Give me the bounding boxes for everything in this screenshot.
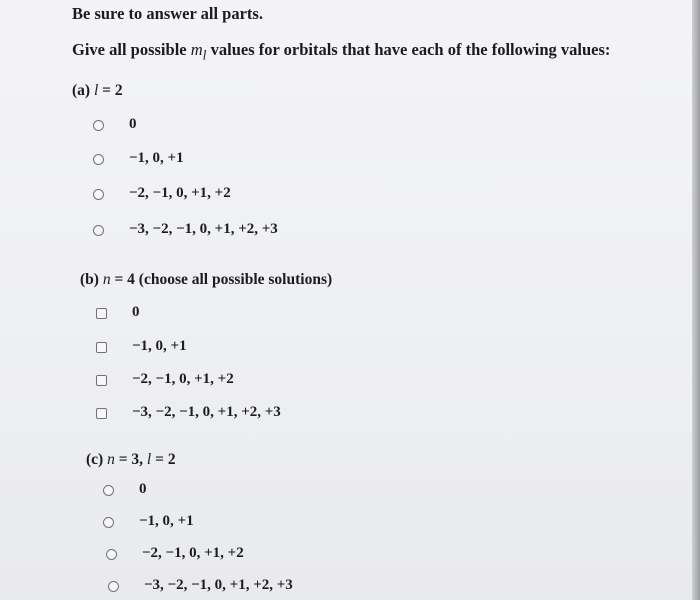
option-label: −2, −1, 0, +1, +2: [132, 371, 234, 387]
question-symbol: m: [190, 40, 203, 59]
question-suffix: values for orbitals that have each of the following values:: [206, 40, 611, 59]
part-a-heading: [72, 82, 123, 100]
part-c-option-3[interactable]: [106, 543, 244, 565]
checkbox[interactable]: [96, 408, 107, 419]
part-b-option-1[interactable]: [96, 302, 140, 324]
part-a-condition: = 2: [98, 82, 123, 99]
option-label: −1, 0, +1: [129, 150, 184, 166]
option-label: −2, −1, 0, +1, +2: [142, 545, 244, 561]
part-c-condition2: = 2: [151, 451, 176, 468]
checkbox[interactable]: [96, 375, 107, 386]
option-label: 0: [129, 116, 137, 132]
option-label: −3, −2, −1, 0, +1, +2, +3: [129, 221, 278, 237]
part-a-label: (a): [72, 82, 94, 99]
part-b-condition: = 4 (choose all possible solutions): [110, 271, 333, 288]
part-a-option-2[interactable]: [93, 148, 184, 170]
option-label: −2, −1, 0, +1, +2: [129, 185, 231, 201]
part-b-option-3[interactable]: [96, 369, 234, 391]
radio-button[interactable]: [93, 154, 104, 165]
part-c-option-4[interactable]: [108, 575, 293, 597]
question-subscript: l: [202, 47, 207, 63]
option-label: −1, 0, +1: [139, 513, 194, 529]
part-b-var: n: [102, 271, 111, 288]
part-c-option-1[interactable]: [103, 479, 147, 501]
part-a-option-4[interactable]: [93, 219, 278, 241]
part-a-option-1[interactable]: [93, 114, 137, 136]
checkbox[interactable]: [96, 308, 107, 319]
part-a-option-3[interactable]: [93, 183, 231, 205]
option-label: −3, −2, −1, 0, +1, +2, +3: [132, 404, 281, 420]
part-c-var: n: [107, 451, 115, 468]
option-label: −3, −2, −1, 0, +1, +2, +3: [144, 577, 293, 593]
part-b-label: (b): [80, 271, 103, 288]
radio-button[interactable]: [93, 189, 104, 200]
part-b-heading: [80, 271, 332, 289]
part-b-option-2[interactable]: [96, 336, 187, 358]
radio-button[interactable]: [103, 517, 114, 528]
instructions: Be sure to answer all parts.: [72, 4, 263, 23]
option-label: −1, 0, +1: [132, 338, 187, 354]
radio-button[interactable]: [93, 120, 104, 131]
option-label: 0: [132, 304, 140, 320]
screen-edge: [692, 0, 700, 600]
option-label: 0: [139, 481, 147, 497]
part-a-var: l: [93, 82, 99, 99]
part-c-var2: l: [146, 451, 152, 468]
part-c-label: (c): [86, 451, 108, 468]
question-prefix: Give all possible: [72, 40, 187, 59]
radio-button[interactable]: [106, 549, 117, 560]
part-c-heading: [86, 451, 176, 469]
radio-button[interactable]: [108, 581, 119, 592]
part-c-option-2[interactable]: [103, 511, 194, 533]
part-b-option-4[interactable]: [96, 402, 281, 424]
radio-button[interactable]: [93, 225, 104, 236]
radio-button[interactable]: [103, 485, 114, 496]
part-c-condition: = 3,: [114, 451, 147, 468]
question-text: [72, 40, 610, 63]
checkbox[interactable]: [96, 342, 107, 353]
